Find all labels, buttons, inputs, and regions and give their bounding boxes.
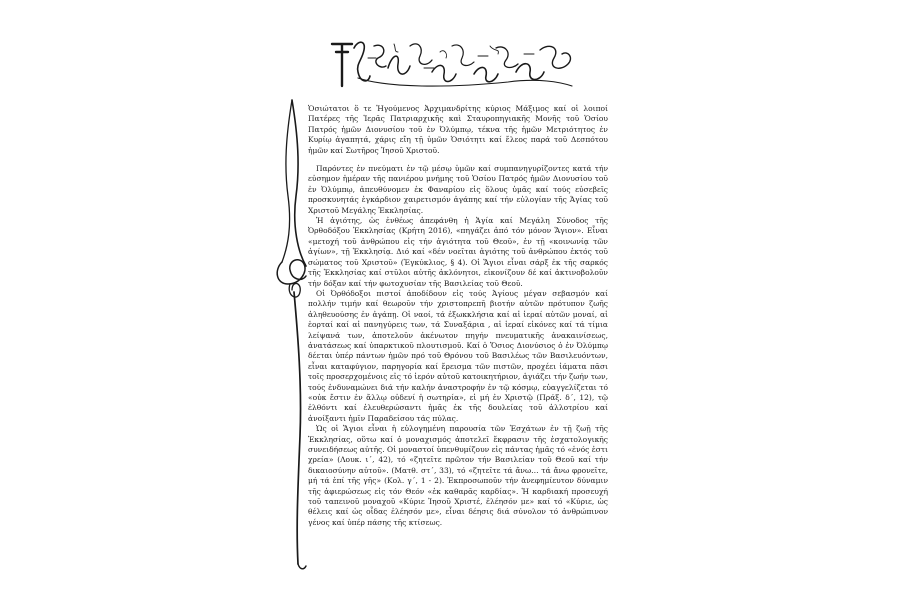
letter-body	[308, 104, 608, 584]
letter-paragraph-4: Ὡς οἱ Ἅγιοι εἶναι ἡ εὐλογημένη παρουσία τῶν Ἐσχάτων ἐν τῇ ζωῇ τῆς Ἐκκλησίας, οὕτω καί ὁ μοναχισμός ἀποτελεῖ ἔκφρασιν τῆς ἐσχατολογικῆς συνειδήσεως αὐτῆς. Οἱ μοναστοί ὑπενθυμίζουν εἰς πάντας ἡμᾶς τό «ἑνός ἐστι χρεία» (Λουκ. ι΄, 42), τό «ζητεῖτε πρῶτον τήν Βασιλείαν τοῦ Θεοῦ καί τήν δικαιοσύνην αὐτοῦ». (Ματθ. στ΄, 33), τό «ζητεῖτε τά ἄνω… τά ἄνω φρονεῖτε, μή τά ἐπί τῆς γῆς» (Κολ. γ΄, 1 - 2). Ἐκπροσωποῦν τήν ἀνεφημίευτον δύναμιν τῆς ἀφιερώσεως εἰς τόν Θεόν «ἐκ καθαρᾶς καρδίας». Ἡ καρδιακή προσευχή τοῦ ταπεινοῦ μοναχοῦ «Κύριε Ἰησοῦ Χριστέ, ἐλέησόν με» καί τό «Κύριε, ὡς θέλεις καί ὡς οἶδας ἐλέησόν με», εἶναι δέησις διά σύνολον τό ἀνθρώπινον γένος καί ὑπέρ πάσης τῆς κτίσεως.	[308, 424, 608, 527]
letter-paragraph-2: Ἡ ἁγιότης, ὡς ἐνθέως ἀπεφάνθη ἡ Ἁγία καί Μεγάλη Σύνοδος τῆς Ὀρθοδόξου Ἐκκλησίας (Κρήτη 2016), «πηγάζει ἀπό τόν μόνον Ἅγιον». Εἶναι «μετοχή τοῦ ἀνθρώπου εἰς τήν ἁγιότητα τοῦ Θεοῦ», ἐν τῇ «κοινωνίᾳ τῶν ἁγίων», τῇ Ἐκκλησίᾳ. Διό καί «δέν νοεῖται ἁγιότης τοῦ ἀνθρώπου ἐκτός τοῦ σώματος τοῦ Χριστοῦ» (Ἐγκύκλιος, § 4). Οἱ Ἅγιοι εἶναι σάρξ ἐκ τῆς σαρκός τῆς Ἐκκλησίας καί στῦλοι αὐτῆς ἀκλόνητοι, εἰκονίζουν δέ καί ἀκτινοβολοῦν τήν δόξαν καί τήν φωτοχυσίαν τῆς Βασιλείας τοῦ Θεοῦ.	[308, 216, 608, 288]
letter-paragraph-3: Οἱ Ὀρθόδοξοι πιστοί ἀποδίδουν εἰς τούς Ἁγίους μέγαν σεβασμόν καί πολλήν τιμήν καί θεωροῦν τήν χριστοπρεπῆ βιοτήν αὐτῶν πρότυπον ζωῆς ἀληθευούσης ἐν ἀγάπῃ. Οἱ ναοί, τά ἐξωκκλήσια καί αἱ ἱεραί αὐτῶν μοναί, αἱ ἑορταί καί αἱ πανηγύρεις των, τά Συναξάρια , αἱ ἱεραί εἰκόνες καί τά τίμια λείψανά των, ἀποτελοῦν ἀκένωτον πηγήν πνευματικῆς ἀνακαινίσεως, ἀνατάσεως καί ὑπαρκτικοῦ πλουτισμοῦ. Καί ὁ Ὅσιος Διονύσιος ὁ ἐν Ὀλύμπῳ δέεται ὑπέρ πάντων ἡμῶν πρό τοῦ Θρόνου τοῦ Βασιλέως τῶν Βασιλευόντων, εἶναι καταφύγιον, παρηγορία καί ἔρεισμα τῶν πιστῶν, προχέει ἰάματα πᾶσι τοῖς προσερχομένοις εἰς τό ἱερόν αὐτοῦ κατοικητήριον, ἁγιάζει τήν ζωήν των, τούς ἐνδυναμώνει διά τήν καλήν ἀναστροφήν ἐν τῷ κόσμῳ, εὐαγγελίζεται τό «οὐκ ἔστιν ἐν ἄλλῳ οὐδενί ἡ σωτηρία», εἰ μή ἐν Χριστῷ (Πράξ. δ΄, 12), τῷ ἐλθόντι καί ἐλευθερώσαντι ἡμᾶς ἐκ τῆς δουλείας τοῦ ἀλλοτρίου καί ἀνοίξαντι ἡμῖν Παραδείσου τάς πύλας.	[308, 288, 608, 423]
letter-salutation: Ὁσιώτατοι ὅ τε Ἡγούμενος Ἀρχιμανδρίτης κύριος Μάξιμος καί οἱ λοιποί Πατέρες τῆς Ἱερᾶς Πατριαρχικῆς καὶ Σταυροπηγιακῆς Μονῆς τοῦ Ὁσίου Πατρός ἡμῶν Διονυσίου τοῦ ἐν Ὀλύμπῳ, τέκνα τῆς ἡμῶν Μετριότητος ἐν Κυρίῳ ἀγαπητά, χάρις εἴη τῇ ὑμῶν Ὁσιότητι καί ἔλεος παρά τοῦ Δεσπότου ἡμῶν καί Σωτῆρος Ἰησοῦ Χριστοῦ.	[308, 104, 608, 155]
letter-paragraph-1: Παρόντες ἐν πνεύματι ἐν τῷ μέσῳ ὑμῶν καί συμπανηγυρίζοντες κατά τήν εὐσημον ἡμέραν τῆς πανιέρου μνήμης τοῦ Ὁσίου Πατρός ἡμῶν Διονυσίου τοῦ ἐν Ὀλύμπῳ, ἀπευθύνομεν ἐκ Φαναρίου εἰς ὅλους ὑμᾶς καί τούς εὐσεβεῖς προσκυνητάς ἐγκάρδιον χαιρετισμόν ἀγάπης καί τήν εὐλογίαν τῆς Ἁγίας τοῦ Χριστοῦ Μεγάλης Ἐκκλησίας.	[308, 164, 608, 215]
patriarchal-signature-icon	[328, 38, 576, 90]
